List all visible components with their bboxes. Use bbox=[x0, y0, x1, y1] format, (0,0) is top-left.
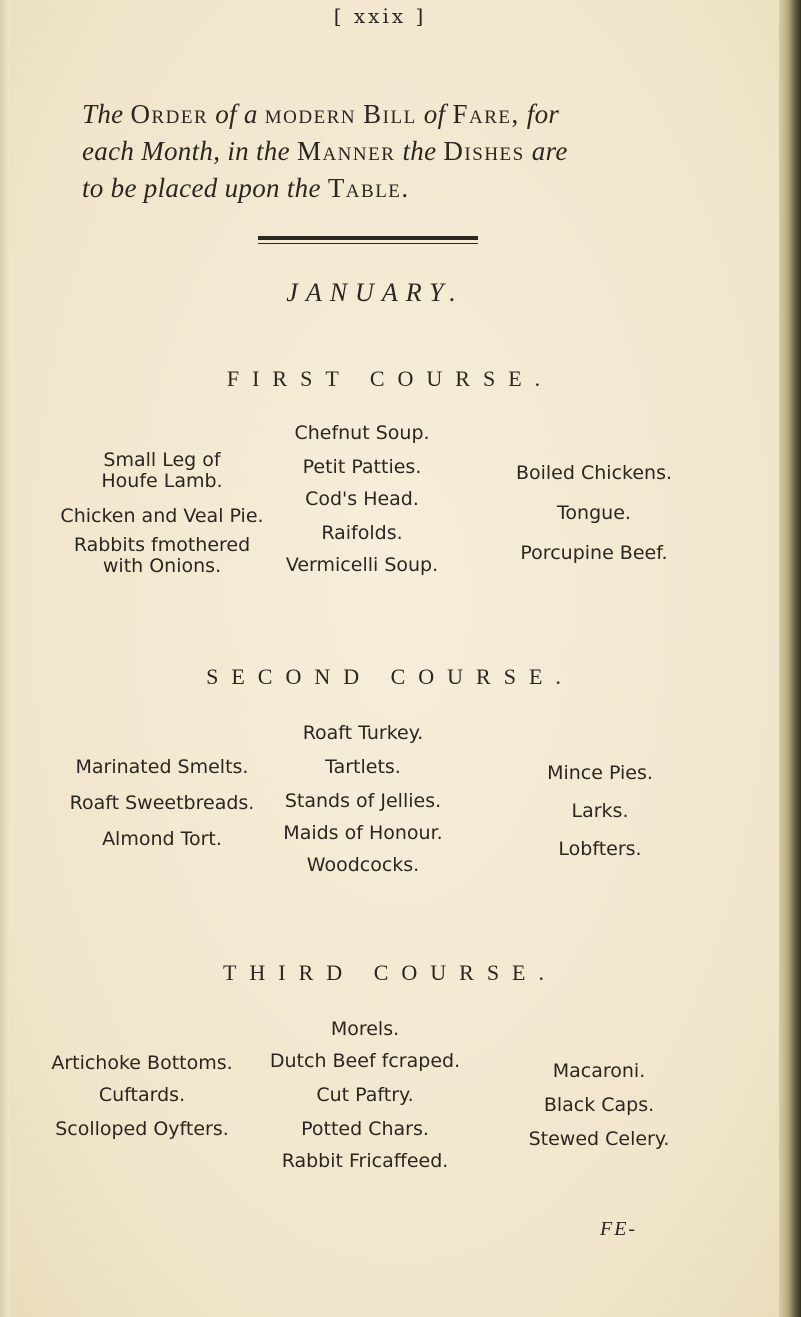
title-word: a bbox=[243, 99, 258, 129]
dish-item: Chefnut Soup. bbox=[294, 422, 430, 444]
dish-item: Black Caps. bbox=[543, 1094, 655, 1116]
dish-item: Roaft Turkey. bbox=[302, 722, 424, 744]
first-course-middle-column bbox=[262, 418, 462, 580]
title-word: for bbox=[526, 99, 560, 129]
dish-item: Vermicelli Soup. bbox=[285, 554, 439, 576]
title-word: modern bbox=[264, 99, 357, 129]
dish-item: Macaroni. bbox=[552, 1060, 646, 1082]
dish-item: Stewed Celery. bbox=[528, 1128, 670, 1150]
title-word: Order bbox=[130, 99, 209, 129]
third-course-left-column bbox=[22, 1048, 262, 1144]
dish-line: Houfe Lamb. bbox=[101, 470, 223, 492]
heavy-rule bbox=[258, 236, 478, 240]
title-word: each Month, bbox=[82, 136, 221, 166]
dish-item: Roaft Sweetbreads. bbox=[69, 792, 255, 814]
first-course-left-column bbox=[42, 450, 282, 586]
first-course-heading: FIRST COURSE. bbox=[226, 366, 554, 391]
second-course-left-column bbox=[42, 752, 282, 854]
dish-item: Woodcocks. bbox=[306, 854, 420, 876]
title-word: The bbox=[82, 99, 124, 129]
catchword: FE- bbox=[600, 1218, 638, 1240]
dish-item: Larks. bbox=[571, 800, 629, 822]
page-title bbox=[82, 96, 742, 207]
page-left-edge bbox=[0, 0, 10, 1317]
third-course-middle-column bbox=[250, 1014, 480, 1176]
dish-item: Maids of Honour. bbox=[283, 822, 443, 844]
dish-item: Marinated Smelts. bbox=[75, 756, 249, 778]
dish-item: Porcupine Beef. bbox=[520, 542, 668, 564]
title-word: in bbox=[227, 136, 249, 166]
dish-item: Artichoke Bottoms. bbox=[51, 1052, 233, 1074]
title-word: the bbox=[256, 136, 290, 166]
title-word: of bbox=[423, 99, 446, 129]
dish-item: Cod's Head. bbox=[305, 488, 419, 510]
page-number: [ xxix ] bbox=[333, 4, 427, 28]
dish-line: Rabbits fmothered bbox=[73, 534, 251, 556]
dish-item: Tartlets. bbox=[325, 756, 401, 778]
dish-item: Mince Pies. bbox=[547, 762, 653, 784]
dish-item: Rabbit Fricaffeed. bbox=[281, 1150, 449, 1172]
dish-item: Petit Patties. bbox=[302, 456, 422, 478]
second-course-heading: SECOND COURSE. bbox=[206, 664, 574, 689]
dish-item: Scolloped Oyfters. bbox=[55, 1118, 229, 1140]
second-course-right-column bbox=[500, 758, 700, 864]
dish-item: Tongue. bbox=[557, 502, 631, 524]
second-course-middle-column bbox=[258, 718, 468, 880]
first-course-right-column bbox=[484, 458, 704, 568]
third-course-right-column bbox=[494, 1056, 704, 1154]
title-word: the bbox=[402, 136, 437, 166]
dish-item: Lobfters. bbox=[558, 838, 642, 860]
title-word: of bbox=[215, 99, 237, 129]
thin-rule bbox=[258, 243, 478, 244]
title-word: Bill bbox=[363, 99, 417, 129]
dish-item: Stands of Jellies. bbox=[284, 790, 442, 812]
dish-item: Morels. bbox=[330, 1018, 400, 1040]
month-heading: JANUARY. bbox=[286, 278, 464, 307]
title-word: to be placed upon the bbox=[82, 173, 321, 203]
dish-line: with Onions. bbox=[102, 555, 222, 577]
dish-item: Chicken and Veal Pie. bbox=[60, 505, 264, 527]
title-word: Dishes bbox=[443, 136, 525, 166]
title-word: Fare, bbox=[452, 99, 520, 129]
dish-item: Potted Chars. bbox=[301, 1118, 429, 1140]
third-course-heading: THIRD COURSE. bbox=[222, 960, 557, 985]
page-binding-edge bbox=[779, 0, 801, 1317]
dish-line: Small Leg of bbox=[103, 449, 221, 471]
title-word: Manner bbox=[296, 136, 396, 166]
dish-item: Cuftards. bbox=[98, 1084, 186, 1106]
dish-item bbox=[42, 450, 282, 492]
title-word: Table. bbox=[327, 173, 410, 203]
title-word: are bbox=[531, 136, 568, 166]
dish-item: Almond Tort. bbox=[102, 828, 222, 850]
dish-item bbox=[42, 535, 282, 577]
dish-item: Boiled Chickens. bbox=[515, 462, 673, 484]
dish-item: Raifolds. bbox=[321, 522, 403, 544]
dish-item: Dutch Beef fcraped. bbox=[269, 1050, 461, 1072]
dish-item: Cut Paftry. bbox=[316, 1084, 414, 1106]
